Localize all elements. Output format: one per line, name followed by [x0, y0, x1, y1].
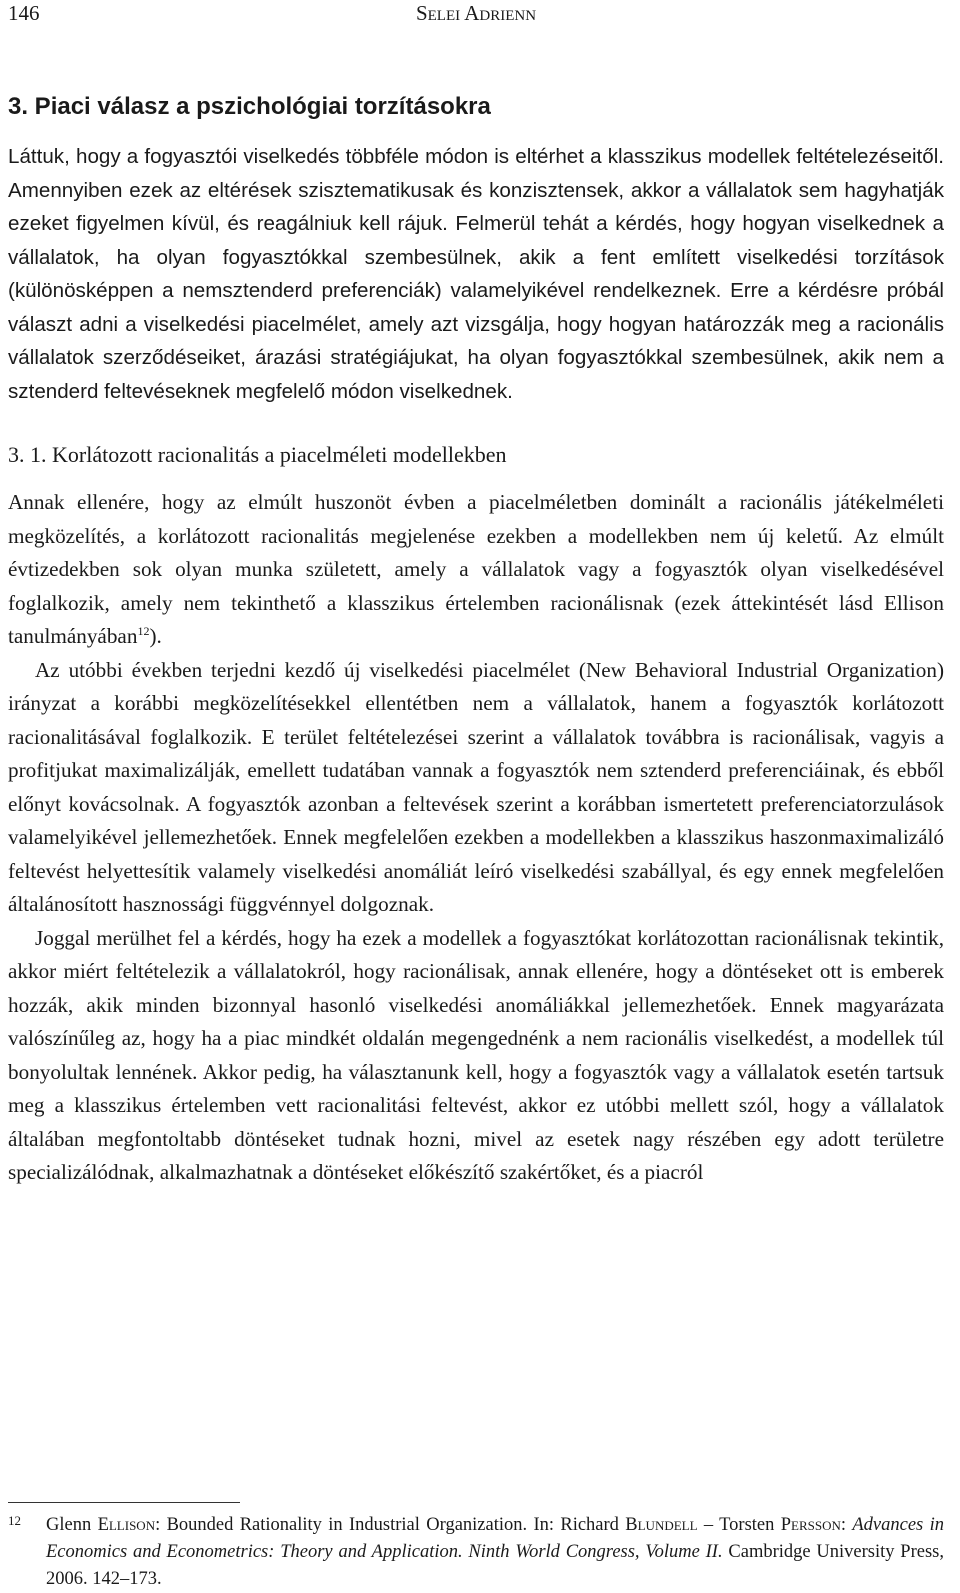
- subsection-paragraph-2: Az utóbbi években terjedni kezdő új viselkedési piacelmélet (New Behavioral Industrial Organization) irányzat a korábbi megközelítésekkel ellentétben nem a vállalatok, hanem a fogyasztók korlátozott racionalitásával foglalkozik. E terület feltételezései szerint a vállalatok továbbra is racionálisak, vagyis a profitjukat maximalizálják, emellett tudatában vannak a fogyasztók nem sztenderd preferenciáinak, és ebből előnyt kovácsolnak. A fogyasztók azonban a feltevések szerint a korábban ismertetett preferenciatorzulások valamelyikével jellemezhetőek. Ennek megfelelően ezekben a modellekben a klasszikus haszonmaximalizáló feltevést helyettesítik valamely viselkedési anomáliát leíró viselkedési szabállyal, és egy ennek megfelelően általánosított hasznossági függvénnyel dolgoznak.: [8, 657, 944, 916]
- footnote-publisher: Cambridge University Press, 2006. 142–173.: [46, 1542, 944, 1589]
- paragraph-1-tail: ).: [149, 624, 162, 648]
- running-head-author: Selei Adrienn: [415, 1, 537, 25]
- subsection-paragraph-3: Joggal merülhet fel a kérdés, hogy ha ezek a modellek a fogyasztókat korlátozottan racionálisnak tekintik, akkor miért feltételezik a vállalatokról, hogy racionálisak, annak ellenére, hogy a döntéseket ott is emberek hozzák, akik minden bizonnyal hasonló viselkedési anomáliákkal jellemezhetőek. Ennek magyarázata valószínűleg az, hogy ha a piac mindkét oldalán megengednénk a nem racionális viselkedést, a modellek túl bonyolultak lennének. Akkor pedig, ha választanunk kell, hogy a fogyasztók vagy a vállalatok esetén tartsuk meg a klasszikus értelemben vett racionalitási feltevést, akkor ez utóbbi mellett szól, hogy a vállalatok általában megfontoltabb döntéseket tudnak hozni, mivel az esetek nagy részében egy adott területre specializálódnak, alkalmazhatnak a döntéseket előkészítő szakértőket, és a piacról: [8, 925, 944, 1184]
- subsection-title: 3. 1. Korlátozott racionalitás a piacelméleti modellekben: [8, 442, 507, 467]
- footnote-divider: [8, 1502, 240, 1503]
- footnote-author-first: Glenn: [46, 1515, 92, 1535]
- footnote-editor1-last: Blundell: [625, 1515, 698, 1535]
- section-title: 3. Piaci válasz a pszichológiai torzításokra: [8, 93, 491, 120]
- footnote-marker: 12: [8, 1513, 21, 1528]
- page-number: 146: [8, 1, 40, 25]
- footnote-editor2-last: Persson: [780, 1515, 841, 1535]
- footnote-book-title: Advances in Economics and Econometrics: Theory and Application. Ninth World Congress, Volume II.: [46, 1515, 944, 1562]
- section-paragraph: Láttuk, hogy a fogyasztói viselkedés többféle módon is eltérhet a klasszikus modellek feltételezéseitől. Amennyiben ezek az eltérések szisztematikusak és konzisztensek, akkor a vállalatok sem hagyhatják ezeket figyelmen kívül, és reagálniuk kell rájuk. Felmerül tehát a kérdés, hogy hogyan viselkednek a vállalatok, ha olyan fogyasztókkal szembesülnek, akik a fent említett viselkedési torzítások (különösképpen a nemsztenderd preferenciák) valamelyikével rendelkeznek. Erre a kérdésre próbál választ adni a viselkedési piacelmélet, amely azt vizsgálja, hogy hogyan határozzák meg a racionális vállalatok szerződéseiket, árazási stratégiájukat, ha olyan fogyasztókkal szembesülnek, akik nem a sztenderd feltevéseknek megfelelő módon viselkednek.: [8, 145, 944, 403]
- footnote-dash: –: [703, 1515, 714, 1535]
- running-head: [8, 0, 944, 30]
- footnote-text: Glenn Ellison: Bounded Rationality in Industrial Organization. In: Richard Blundell – Torsten Persson: Advances in Economics and Econometrics: Theory and Application. Ninth World Congress, Volume II. Cambridge University Press, 2006. 142–173.: [46, 1515, 944, 1589]
- footnote-title: Bounded Rationality in Industrial Organization.: [166, 1515, 528, 1535]
- main-text: [8, 88, 944, 1190]
- footnote: [8, 1512, 944, 1593]
- subsection-paragraph-1: [8, 486, 944, 654]
- footnote-reference[interactable]: 12: [137, 623, 150, 638]
- footnote-author-last: Ellison: [97, 1515, 156, 1535]
- footnote-in: In: Richard: [533, 1515, 619, 1535]
- footnote-editor2-first: Torsten: [719, 1515, 775, 1535]
- paragraph-1-text: Annak ellenére, hogy az elmúlt huszonöt évben a piacelméletben dominált a racionális játékelméleti megközelítés, a korlátozott racionalitás megjelenése ezekben a modellekben nem új keletű. Az elmúlt évtizedekben sok olyan munka született, amely a vállalatok vagy a fogyasztók olyan viselkedésével foglalkozik, amely nem tekinthető a klasszikus értelemben racionálisnak (ezek áttekintését lásd Ellison tanulmányában: [8, 490, 944, 648]
